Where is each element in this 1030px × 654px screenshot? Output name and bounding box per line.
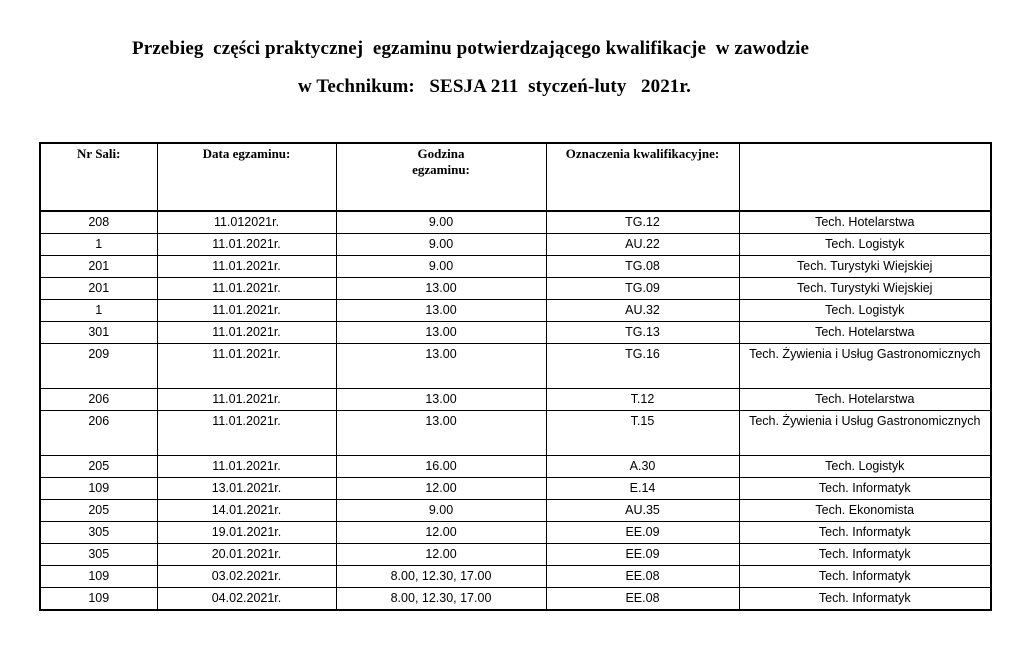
table-row — [40, 411, 991, 456]
table-row — [40, 588, 991, 611]
cell-qualification: TG.08 — [546, 256, 739, 278]
cell-profession: Tech. Logistyk — [739, 300, 991, 322]
header-room: Nr Sali: — [40, 143, 157, 211]
cell-date: 14.01.2021r. — [157, 500, 336, 522]
table-row — [40, 389, 991, 411]
cell-date: 11.01.2021r. — [157, 300, 336, 322]
cell-time: 13.00 — [336, 278, 546, 300]
cell-profession: Tech. Informatyk — [739, 522, 991, 544]
table-header — [40, 143, 991, 211]
cell-date: 11.01.2021r. — [157, 456, 336, 478]
cell-room: 109 — [40, 478, 157, 500]
cell-qualification: EE.08 — [546, 588, 739, 611]
cell-room: 305 — [40, 522, 157, 544]
table-row — [40, 211, 991, 234]
cell-date: 13.01.2021r. — [157, 478, 336, 500]
cell-profession: Tech. Logistyk — [739, 456, 991, 478]
cell-time: 12.00 — [336, 544, 546, 566]
cell-date: 11.012021r. — [157, 211, 336, 234]
header-row — [40, 143, 991, 211]
cell-qualification: AU.35 — [546, 500, 739, 522]
header-profession — [739, 143, 991, 211]
exam-schedule-table — [39, 142, 992, 611]
cell-profession: Tech. Turystyki Wiejskiej — [739, 256, 991, 278]
cell-time: 9.00 — [336, 211, 546, 234]
cell-date: 03.02.2021r. — [157, 566, 336, 588]
cell-time: 13.00 — [336, 300, 546, 322]
cell-date: 20.01.2021r. — [157, 544, 336, 566]
cell-qualification: EE.09 — [546, 522, 739, 544]
cell-qualification: TG.12 — [546, 211, 739, 234]
cell-qualification: TG.16 — [546, 344, 739, 389]
cell-time: 12.00 — [336, 522, 546, 544]
table-row — [40, 500, 991, 522]
cell-qualification: EE.09 — [546, 544, 739, 566]
cell-profession: Tech. Hotelarstwa — [739, 389, 991, 411]
cell-date: 11.01.2021r. — [157, 322, 336, 344]
cell-date: 19.01.2021r. — [157, 522, 336, 544]
cell-room: 1 — [40, 300, 157, 322]
cell-qualification: T.15 — [546, 411, 739, 456]
cell-profession: Tech. Hotelarstwa — [739, 322, 991, 344]
table-row — [40, 256, 991, 278]
cell-time: 13.00 — [336, 389, 546, 411]
cell-date: 11.01.2021r. — [157, 344, 336, 389]
cell-profession: Tech. Informatyk — [739, 544, 991, 566]
table-row — [40, 234, 991, 256]
cell-profession: Tech. Ekonomista — [739, 500, 991, 522]
cell-profession: Tech. Logistyk — [739, 234, 991, 256]
cell-profession: Tech. Hotelarstwa — [739, 211, 991, 234]
cell-time: 8.00, 12.30, 17.00 — [336, 588, 546, 611]
cell-profession: Tech. Informatyk — [739, 566, 991, 588]
cell-room: 109 — [40, 566, 157, 588]
cell-date: 11.01.2021r. — [157, 411, 336, 456]
cell-qualification: AU.32 — [546, 300, 739, 322]
cell-qualification: T.12 — [546, 389, 739, 411]
cell-date: 11.01.2021r. — [157, 389, 336, 411]
header-date: Data egzaminu: — [157, 143, 336, 211]
cell-profession: Tech. Żywienia i Usług Gastronomicznych — [739, 344, 991, 389]
cell-profession: Tech. Informatyk — [739, 478, 991, 500]
cell-profession: Tech. Turystyki Wiejskiej — [739, 278, 991, 300]
cell-profession: Tech. Informatyk — [739, 588, 991, 611]
header-qualification: Oznaczenia kwalifikacyjne: — [546, 143, 739, 211]
cell-date: 04.02.2021r. — [157, 588, 336, 611]
cell-time: 9.00 — [336, 256, 546, 278]
table-row — [40, 566, 991, 588]
cell-qualification: AU.22 — [546, 234, 739, 256]
cell-time: 13.00 — [336, 322, 546, 344]
cell-room: 205 — [40, 500, 157, 522]
cell-qualification: EE.08 — [546, 566, 739, 588]
cell-room: 205 — [40, 456, 157, 478]
table-row — [40, 522, 991, 544]
table-row — [40, 300, 991, 322]
cell-date: 11.01.2021r. — [157, 278, 336, 300]
cell-room: 208 — [40, 211, 157, 234]
cell-time: 16.00 — [336, 456, 546, 478]
cell-time: 9.00 — [336, 234, 546, 256]
cell-room: 201 — [40, 278, 157, 300]
table-row — [40, 322, 991, 344]
cell-room: 206 — [40, 389, 157, 411]
cell-qualification: TG.13 — [546, 322, 739, 344]
cell-qualification: TG.09 — [546, 278, 739, 300]
table-row — [40, 544, 991, 566]
cell-room: 209 — [40, 344, 157, 389]
cell-room: 109 — [40, 588, 157, 611]
table-body — [40, 211, 991, 610]
table-row — [40, 456, 991, 478]
cell-time: 13.00 — [336, 344, 546, 389]
cell-room: 305 — [40, 544, 157, 566]
cell-room: 201 — [40, 256, 157, 278]
cell-date: 11.01.2021r. — [157, 256, 336, 278]
cell-time: 8.00, 12.30, 17.00 — [336, 566, 546, 588]
document-title-line-2: w Technikum: SESJA 211 styczeń-luty 2021r. — [298, 76, 692, 97]
cell-time: 9.00 — [336, 500, 546, 522]
cell-qualification: E.14 — [546, 478, 739, 500]
cell-room: 301 — [40, 322, 157, 344]
cell-profession: Tech. Żywienia i Usług Gastronomicznych — [739, 411, 991, 456]
cell-room: 206 — [40, 411, 157, 456]
header-time: Godzina egzaminu: — [336, 143, 546, 211]
table-row — [40, 478, 991, 500]
cell-qualification: A.30 — [546, 456, 739, 478]
cell-time: 12.00 — [336, 478, 546, 500]
cell-room: 1 — [40, 234, 157, 256]
table-row — [40, 278, 991, 300]
cell-date: 11.01.2021r. — [157, 234, 336, 256]
table-row — [40, 344, 991, 389]
document-title-line-1: Przebieg części praktycznej egzaminu potwierdzającego kwalifikacje w zawodzie — [132, 38, 810, 59]
cell-time: 13.00 — [336, 411, 546, 456]
